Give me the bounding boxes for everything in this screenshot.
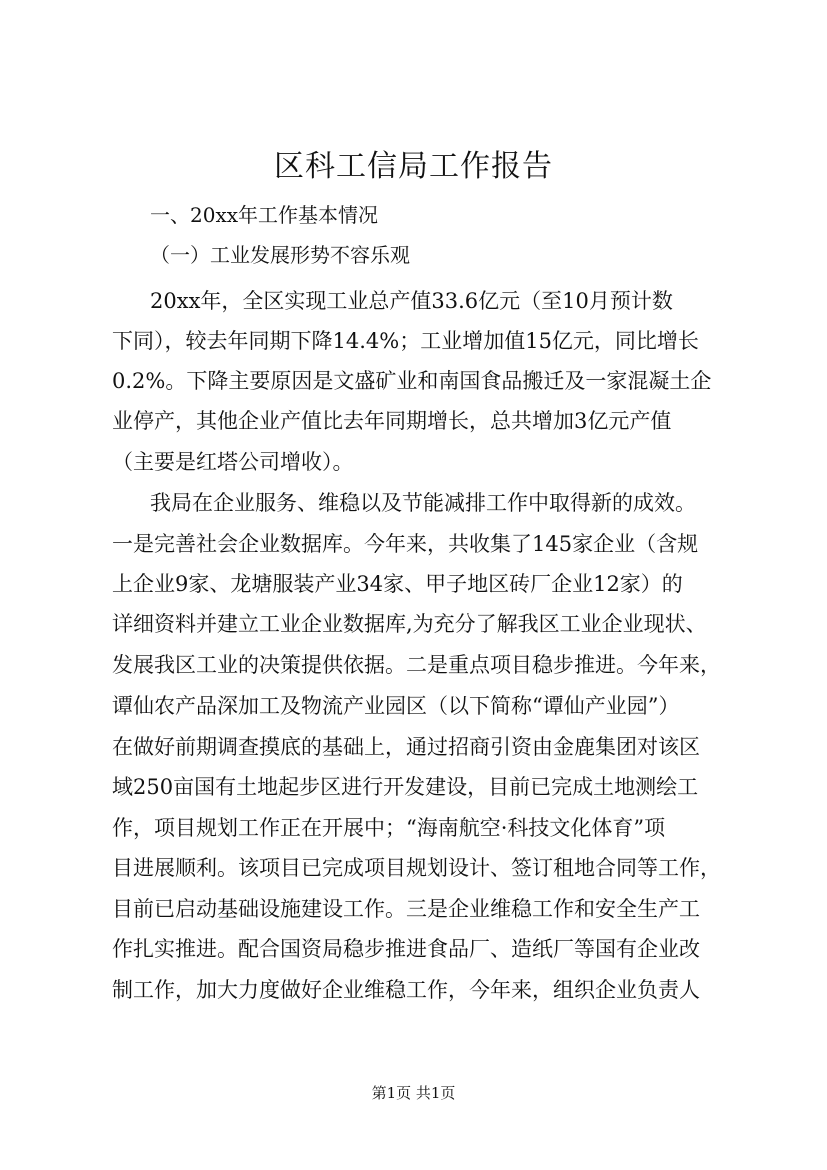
section-heading: 一、20xx年工作基本情况 <box>150 203 379 227</box>
body-line: 下同），较去年同期下降14.4%；工业增加值15亿元，同比增长 <box>112 329 699 353</box>
body-line: 谭仙农产品深加工及物流产业园区（以下简称“谭仙产业园”） <box>112 694 680 718</box>
body-line: 制工作，加大力度做好企业维稳工作，今年来，组织企业负责人 <box>112 978 700 1002</box>
body-line: 目进展顺利。该项目已完成项目规划设计、签订租地合同等工作， <box>112 856 721 880</box>
body-line: 一是完善社会企业数据库。今年来，共收集了145家企业（含规 <box>112 532 699 556</box>
subsection-heading: （一）工业发展形势不容乐观 <box>150 243 410 267</box>
page-footer: 第1页 共1页 <box>371 1084 456 1102</box>
body-line: 作扎实推进。配合国资局稳步推进食品厂、造纸厂等国有企业改 <box>112 937 700 961</box>
body-line: 0.2%。下降主要原因是文盛矿业和南国食品搬迁及一家混凝土企 <box>112 369 712 393</box>
body-line: 目前已启动基础设施建设工作。三是企业维稳工作和安全生产工 <box>112 897 700 921</box>
body-line: 业停产，其他企业产值比去年同期增长，总共增加3亿元产值 <box>112 409 672 433</box>
body-line: 上企业9家、龙塘服装产业34家、甲子地区砖厂企业12家）的 <box>112 572 683 596</box>
body-line: 发展我区工业的决策提供依据。二是重点项目稳步推进。今年来， <box>112 653 721 677</box>
body-line: 我局在企业服务、维稳以及节能减排工作中取得新的成效。 <box>150 491 696 515</box>
body-line: 20xx年，全区实现工业总产值33.6亿元（至10月预计数 <box>150 289 673 313</box>
body-line: 域250亩国有土地起步区进行开发建设，目前已完成土地测绘工 <box>112 775 699 799</box>
body-line: 详细资料并建立工业企业数据库,为充分了解我区工业企业现状、 <box>112 612 707 636</box>
body-line: 在做好前期调查摸底的基础上，通过招商引资由金鹿集团对该区 <box>112 735 700 759</box>
body-line: （主要是红塔公司增收）。 <box>112 450 354 474</box>
body-line: 作，项目规划工作正在开展中；“海南航空·科技文化体育”项 <box>112 816 666 840</box>
document-title: 区科工信局工作报告 <box>274 149 553 184</box>
